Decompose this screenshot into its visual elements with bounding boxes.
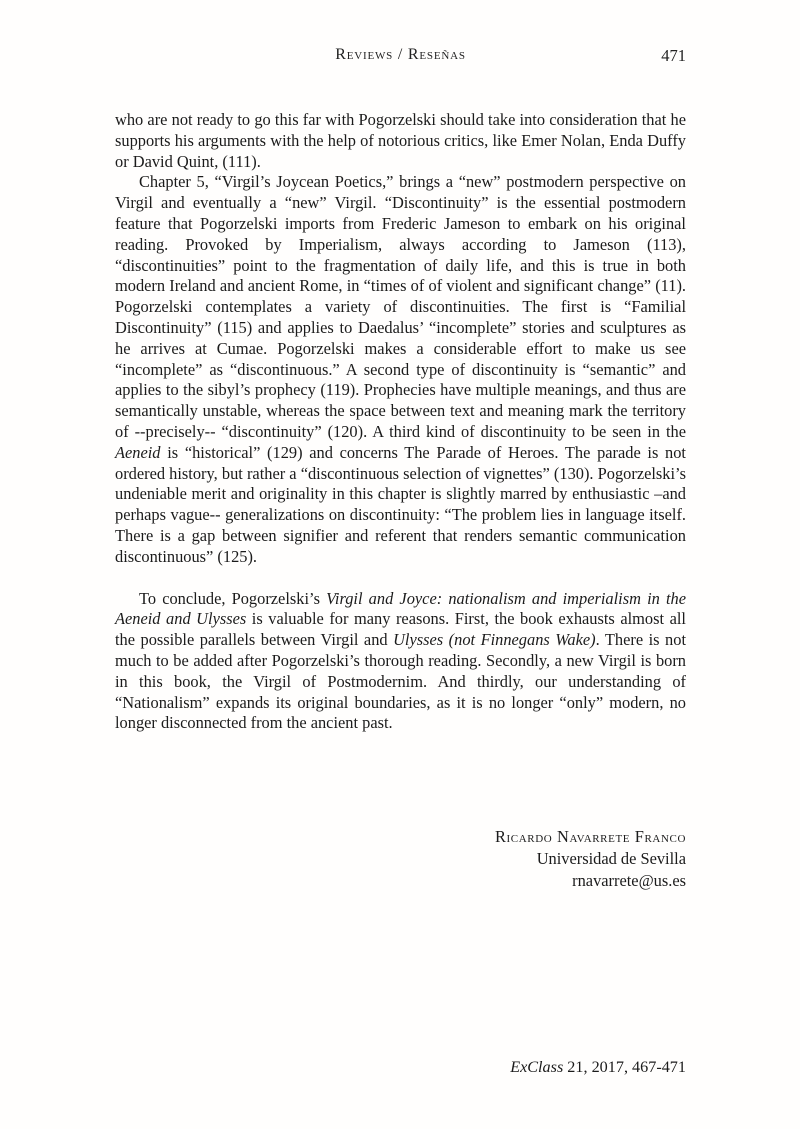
running-head: Reviews / Reseñas <box>335 46 466 63</box>
author-affiliation: Universidad de Sevilla <box>536 849 686 868</box>
author-name: Ricardo Navarrete Franco <box>495 827 686 846</box>
text-run: is valuable for many reasons. First, the book exhausts almost all the possible parallels between Virgil and <box>115 609 686 650</box>
journal-title: ExClass <box>510 1058 564 1076</box>
italic-text-run: (not Finnegans Wake) <box>448 630 596 650</box>
text-run: is “historical” (129) and concerns The Parade of Heroes. The parade is not ordered history, but rather a “discontinuous selection of vignettes” (130). Pogorzelski’s undeniable merit and originality in this chapter is slightly marred by enthusiastic –and perhaps vague-- generalizations on discontinuity: “The problem lies in language itself. There is a gap between signifier and referent that renders semantic communication discontinuous” (125). <box>115 442 686 566</box>
italic-text-run: Aeneid <box>115 442 161 462</box>
author-email: rnavarrete@us.es <box>572 871 686 890</box>
text-run: To conclude, Pogorzelski’s <box>139 588 327 608</box>
review-body <box>115 110 686 734</box>
footer-citation: 21, 2017, 467-471 <box>563 1058 686 1076</box>
signature-block <box>115 826 686 892</box>
paragraph <box>115 589 686 735</box>
text-run: . There is not much to be added after Pogorzelski’s thorough reading. Secondly, a new Virgil is born in this book, the Virgil of Postmodernim. And thirdly, our understanding of “Nationalism” expands its original boundaries, as it is no longer “only” modern, no longer disconnected from the ancient past. <box>115 630 687 733</box>
paragraph <box>115 110 686 172</box>
page-number: 471 <box>661 46 686 65</box>
text-run: Chapter 5, “Virgil’s Joycean Poetics,” brings a “new” postmodern perspective on Virgil and eventually a “new” Virgil. “Discontinuity” is the essential postmodern feature that Pogorzelski imports from Frederic Jameson to embark on his original reading. Provoked by Imperialism, always according to Jameson (113), “discontinuities” point to the fragmentation of daily life, and this is true in both modern Ireland and ancient Rome, in “times of of violent and significant change” (11). Pogorzelski contemplates a variety of discontinuities. The first is “Familial Discontinuity” (115) and applies to Daedalus’ “incomplete” stories and sculptures as he arrives at Cumae. Pogorzelski makes a considerable effort to make us see “incomplete” as “discontinuous.” A second type of discontinuity is “semantic” and applies to the sibyl’s prophecy (119). Prophecies have multiple meanings, and thus are semantically unstable, whereas the space between text and meaning mark the territory of --precisely-- “discontinuity” (120). A third kind of discontinuity to be seen in the <box>115 172 686 441</box>
page-footer <box>115 1058 686 1077</box>
italic-text-run: Ulysses <box>393 630 444 650</box>
text-run: who are not ready to go this far with Pogorzelski should take into consideration that he supports his arguments with the help of notorious critics, like Emer Nolan, Enda Duffy or David Quint, (111). <box>115 110 686 171</box>
paragraph <box>115 172 686 567</box>
page-header <box>115 46 686 68</box>
italic-text-run: Virgil and Joyce: nationalism and imperialism in the Aeneid and Ulysses <box>115 588 687 629</box>
